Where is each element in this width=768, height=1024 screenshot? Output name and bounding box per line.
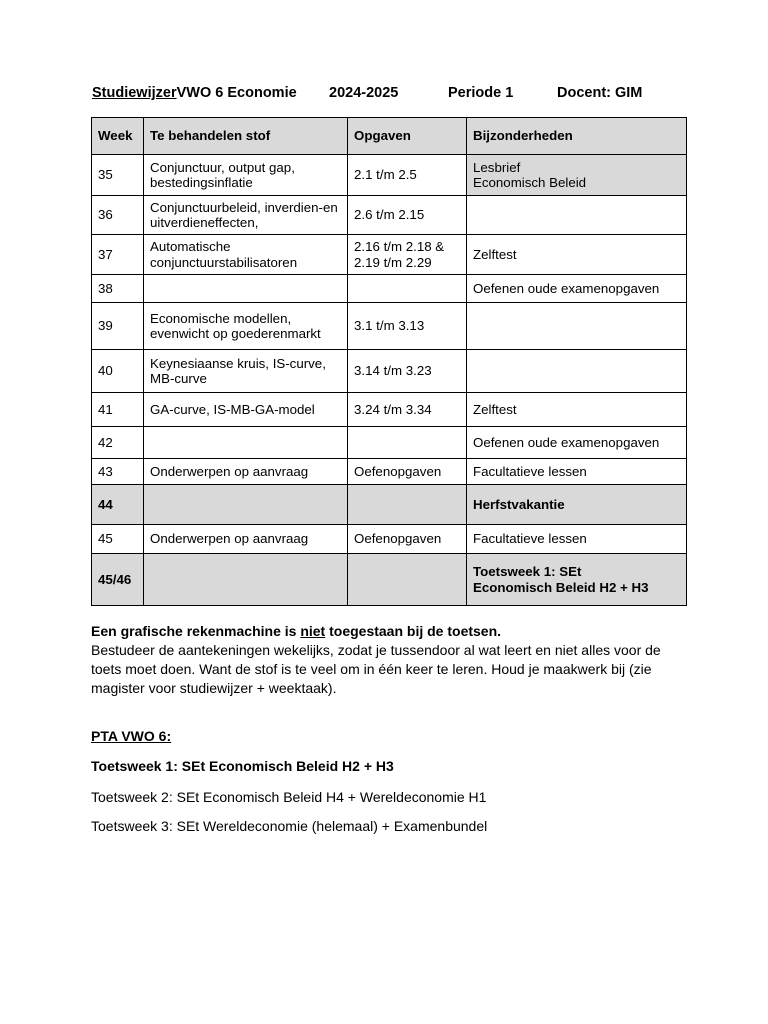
- cell-week: 38: [92, 275, 144, 303]
- calculator-note-end: toegestaan bij de toetsen.: [325, 623, 502, 639]
- cell-bijzonderheden: Herfstvakantie: [467, 485, 687, 525]
- col-header-week: Week: [92, 118, 144, 155]
- cell-bijzonderheden: Facultatieve lessen: [467, 525, 687, 554]
- cell-stof: GA-curve, IS-MB-GA-model: [144, 393, 348, 427]
- cell-opgaven: [348, 485, 467, 525]
- cell-opgaven: [348, 275, 467, 303]
- table-row: [92, 155, 687, 196]
- cell-week: 45: [92, 525, 144, 554]
- cell-bijzonderheden: Zelftest: [467, 393, 687, 427]
- schedule-table: [91, 117, 687, 606]
- cell-stof: [144, 554, 348, 606]
- cell-bijzonderheden: Lesbrief Economisch Beleid: [467, 155, 687, 196]
- page-header: [92, 85, 643, 101]
- cell-opgaven: 3.14 t/m 3.23: [348, 350, 467, 393]
- cell-stof: Automatische conjunctuurstabilisatoren: [144, 235, 348, 275]
- cell-opgaven: [348, 427, 467, 459]
- table-row: [92, 427, 687, 459]
- cell-stof: Keynesiaanse kruis, IS-curve, MB-curve: [144, 350, 348, 393]
- table-row: [92, 275, 687, 303]
- pta-item-2: Toetsweek 2: SEt Economisch Beleid H4 + Wereldeconomie H1: [91, 789, 487, 805]
- cell-week: 43: [92, 459, 144, 485]
- cell-opgaven: Oefenopgaven: [348, 525, 467, 554]
- calculator-note-emphasis: niet: [300, 623, 326, 639]
- cell-week: 39: [92, 303, 144, 350]
- table-header-row: [92, 118, 687, 155]
- cell-week: 36: [92, 196, 144, 235]
- pta-item-3: Toetsweek 3: SEt Wereldeconomie (helemaal) + Examenbundel: [91, 818, 488, 834]
- cell-week: 37: [92, 235, 144, 275]
- cell-stof: Onderwerpen op aanvraag: [144, 525, 348, 554]
- cell-opgaven: [348, 554, 467, 606]
- cell-bijzonderheden: Facultatieve lessen: [467, 459, 687, 485]
- cell-stof: Conjunctuur, output gap, bestedingsinflatie: [144, 155, 348, 196]
- col-header-stof: Te behandelen stof: [144, 118, 348, 155]
- cell-stof: Onderwerpen op aanvraag: [144, 459, 348, 485]
- cell-opgaven: 3.1 t/m 3.13: [348, 303, 467, 350]
- cell-opgaven: 2.6 t/m 2.15: [348, 196, 467, 235]
- study-advice-paragraph: Bestudeer de aantekeningen wekelijks, zodat je tussendoor al wat leert en niet alles voor de toets moet doen. Want de stof is te veel om in één keer te leren. Houd je maakwerk bij (zie magister voor studiewijzer + weektaak).: [91, 642, 661, 696]
- notes-section: [91, 622, 691, 698]
- cell-opgaven: 2.1 t/m 2.5: [348, 155, 467, 196]
- col-header-opgaven: Opgaven: [348, 118, 467, 155]
- calculator-note-start: Een grafische rekenmachine is: [91, 623, 301, 639]
- pta-item-1: Toetsweek 1: SEt Economisch Beleid H2 + H3: [91, 758, 394, 774]
- period-label: Periode 1: [448, 85, 514, 101]
- cell-bijzonderheden: [467, 196, 687, 235]
- cell-bijzonderheden: Zelftest: [467, 235, 687, 275]
- cell-opgaven: 2.16 t/m 2.18 & 2.19 t/m 2.29: [348, 235, 467, 275]
- cell-opgaven: 3.24 t/m 3.34: [348, 393, 467, 427]
- title-rest: VWO 6 Economie: [176, 85, 297, 101]
- table-row: [92, 525, 687, 554]
- cell-stof: Economische modellen, evenwicht op goederenmarkt: [144, 303, 348, 350]
- table-row: [92, 235, 687, 275]
- docent-label: Docent: GIM: [557, 85, 643, 101]
- cell-stof: Conjunctuurbeleid, inverdien-en uitverdieneffecten,: [144, 196, 348, 235]
- cell-stof: [144, 427, 348, 459]
- cell-week: 41: [92, 393, 144, 427]
- school-year: 2024-2025: [329, 85, 399, 101]
- title-underlined: Studiewijzer: [92, 85, 177, 101]
- cell-bijzonderheden: Oefenen oude examenopgaven: [467, 275, 687, 303]
- cell-week: 40: [92, 350, 144, 393]
- cell-opgaven: Oefenopgaven: [348, 459, 467, 485]
- cell-week: 35: [92, 155, 144, 196]
- pta-title: PTA VWO 6:: [91, 728, 172, 744]
- table-row-testweek: [92, 554, 687, 606]
- table-row: [92, 303, 687, 350]
- cell-week: 42: [92, 427, 144, 459]
- cell-stof: [144, 485, 348, 525]
- table-row: [92, 350, 687, 393]
- col-header-bijzonderheden: Bijzonderheden: [467, 118, 687, 155]
- cell-week: 44: [92, 485, 144, 525]
- cell-bijzonderheden: [467, 303, 687, 350]
- calculator-note: [91, 622, 691, 641]
- cell-bijzonderheden: Toetsweek 1: SEt Economisch Beleid H2 + H3: [467, 554, 687, 606]
- cell-week: 45/46: [92, 554, 144, 606]
- cell-stof: [144, 275, 348, 303]
- cell-bijzonderheden: [467, 350, 687, 393]
- table-row: [92, 459, 687, 485]
- table-row: [92, 196, 687, 235]
- table-row: [92, 393, 687, 427]
- cell-bijzonderheden: Oefenen oude examenopgaven: [467, 427, 687, 459]
- table-row-holiday: [92, 485, 687, 525]
